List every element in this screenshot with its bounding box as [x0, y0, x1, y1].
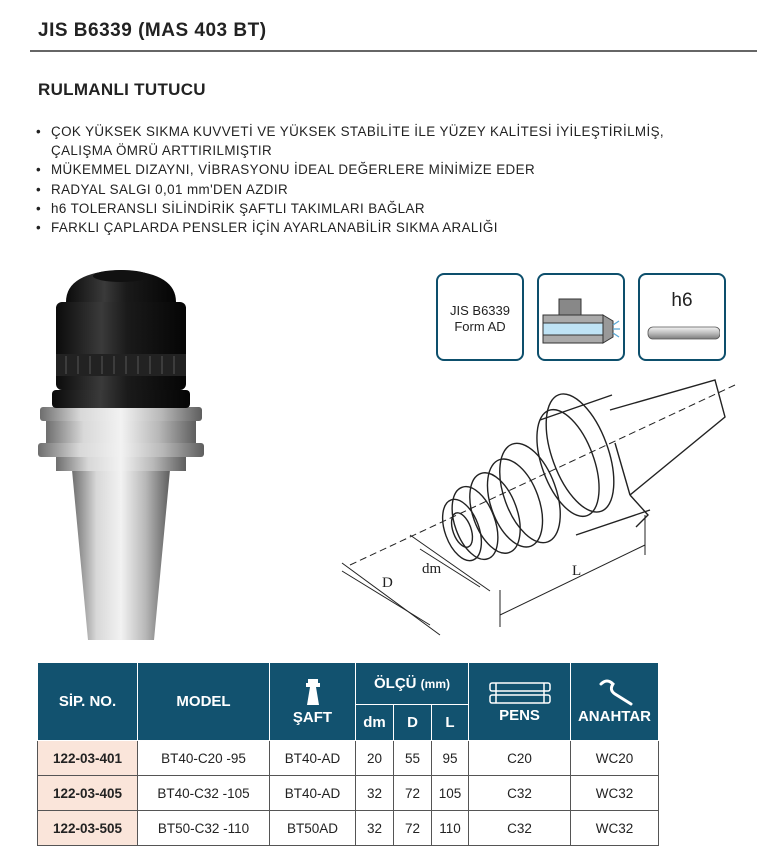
- cell-L: 95: [432, 741, 469, 776]
- col-header-olcu: ÖLÇÜ (mm): [356, 663, 469, 705]
- coolant-through-icon: [537, 273, 625, 361]
- cell-sip-no: 122-03-505: [38, 811, 138, 846]
- cell-L: 110: [432, 811, 469, 846]
- h6-tolerance-badge: [638, 273, 726, 361]
- cell-D: 72: [394, 811, 432, 846]
- col-header-L: L: [432, 705, 469, 741]
- col-header-D: D: [394, 705, 432, 741]
- cell-anahtar: WC20: [571, 741, 659, 776]
- cell-pens: C32: [469, 811, 571, 846]
- table-row: [38, 776, 659, 811]
- dimension-D-label: D: [382, 575, 393, 591]
- h6-label: h6: [671, 290, 693, 311]
- cell-sip-no: 122-03-401: [38, 741, 138, 776]
- col-header-model: MODEL: [138, 663, 270, 741]
- feature-item: • FARKLI ÇAPLARDA PENSLER İÇİN AYARLANABİLİR SIKMA ARALIĞI: [36, 218, 664, 237]
- cell-dm: 20: [356, 741, 394, 776]
- col-header-saft: [270, 663, 356, 741]
- feature-item: • RADYAL SALGI 0,01 mm'DEN AZDIR: [36, 180, 664, 199]
- feature-item: • ÇOK YÜKSEK SIKMA KUVVETİ VE YÜKSEK STABİLİTE İLE YÜZEY KALİTESİ İYİLEŞTİRİLMİŞ, ÇALIŞMA ÖMRÜ ARTTIRILMIŞTIR: [36, 122, 664, 160]
- wrench-icon: [595, 678, 635, 708]
- cell-pens: C20: [469, 741, 571, 776]
- table-row: [38, 811, 659, 846]
- cell-pens: C32: [469, 776, 571, 811]
- feature-item: • MÜKEMMEL DIZAYNI, VİBRASYONU İDEAL DEĞERLERE MİNİMİZE EDER: [36, 160, 664, 179]
- cell-model: BT40-C32 -105: [138, 776, 270, 811]
- col-header-anahtar: [571, 663, 659, 741]
- cell-L: 105: [432, 776, 469, 811]
- cell-D: 72: [394, 776, 432, 811]
- cell-saft: BT40-AD: [270, 776, 356, 811]
- shank-icon: [302, 677, 324, 709]
- col-header-pens-label: PENS: [499, 707, 540, 724]
- cell-saft: BT40-AD: [270, 741, 356, 776]
- cell-anahtar: WC32: [571, 811, 659, 846]
- col-header-dm: dm: [356, 705, 394, 741]
- standard-badge-line1: JIS B6339: [450, 303, 510, 318]
- standard-badge: [436, 273, 524, 361]
- cell-sip-no: 122-03-405: [38, 776, 138, 811]
- col-header-anahtar-label: ANAHTAR: [577, 708, 652, 725]
- title-divider: [30, 50, 757, 52]
- collet-icon: [488, 679, 552, 707]
- dimension-dm-label: dm: [422, 561, 442, 577]
- col-header-pens: [469, 663, 571, 741]
- standard-badge-line2: Form AD: [454, 319, 506, 334]
- section-title: RULMANLI TUTUCU: [38, 80, 206, 99]
- cell-D: 55: [394, 741, 432, 776]
- cell-dm: 32: [356, 776, 394, 811]
- dimension-L-label: L: [572, 563, 582, 579]
- page-title: JIS B6339 (MAS 403 BT): [38, 20, 267, 41]
- feature-list: [36, 122, 664, 237]
- specification-table: [37, 662, 659, 846]
- cell-model: BT50-C32 -110: [138, 811, 270, 846]
- feature-item: • h6 TOLERANSLI SİLİNDİRİK ŞAFTLI TAKIMLARI BAĞLAR: [36, 199, 664, 218]
- cell-saft: BT50AD: [270, 811, 356, 846]
- tool-holder-photo: [30, 262, 210, 652]
- cell-dm: 32: [356, 811, 394, 846]
- table-row: [38, 741, 659, 776]
- cell-model: BT40-C20 -95: [138, 741, 270, 776]
- col-header-saft-label: ŞAFT: [292, 709, 333, 726]
- col-header-sip-no: SİP. NO.: [38, 663, 138, 741]
- cell-anahtar: WC32: [571, 776, 659, 811]
- technical-drawing: [330, 375, 740, 640]
